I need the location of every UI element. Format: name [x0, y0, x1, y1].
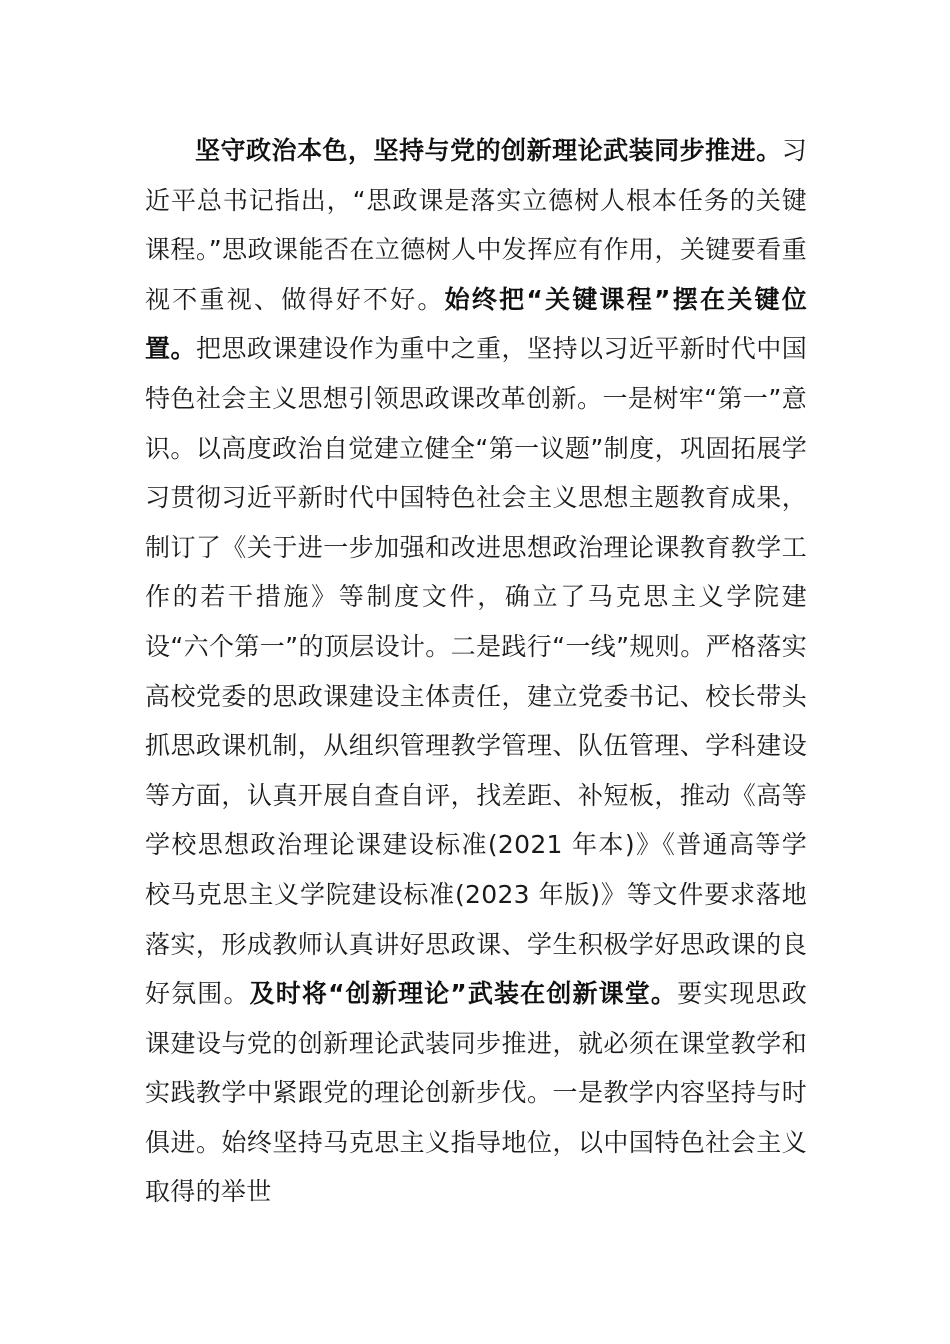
body-paragraph	[145, 126, 807, 1217]
bold-heading-1: 坚守政治本色，坚持与党的创新理论武装同步推进。	[195, 136, 782, 165]
text-run-2: 把思政课建设作为重中之重，坚持以习近平新时代中国特色社会主义思想引领思政课改革创新。一是树牢“第一”意识。以高度政治自觉建立健全“第一议题”制度，巩固拓展学习贯彻习近平新时代中国特色社会主义思想主题教育成果，制订了《关于进一步加强和改进思想政治理论课教育教学工作的若干措施》等制度文件，确立了马克思主义学院建设“六个第一”的顶层设计。二是践行“一线”规则。严格落实高校党委的思政课建设主体责任，建立党委书记、校长带头抓思政课机制，从组织管理教学管理、队伍管理、学科建设等方面，认真开展自查自评，找差距、补短板，推动《高等学校思想政治理论课建设标准(2021 年本)》《普通高等学校马克思主义学院建设标准(2023 年版)》等文件要求落地落实，形成教师认真讲好思政课、学生积极学好思政课的良好氛围。	[145, 334, 807, 1009]
bold-heading-3: 及时将“创新理论”武装在创新课堂。	[249, 979, 678, 1009]
text-run-3: 要实现思政课建设与党的创新理论武装同步推进，就必须在课堂教学和实践教学中紧跟党的理论创新步伐。一是教学内容坚持与时俱进。始终坚持马克思主义指导地位，以中国特色社会主义取得的举世	[145, 979, 808, 1207]
bold-heading-2: 始终把“关键课程”摆在关键位置。	[145, 284, 807, 364]
text-run-1: 习近平总书记指出，“思政课是落实立德树人根本任务的关键课程。”思政课能否在立德树人中发挥应有作用，关键要看重视不重视、做得好不好。	[145, 136, 807, 314]
